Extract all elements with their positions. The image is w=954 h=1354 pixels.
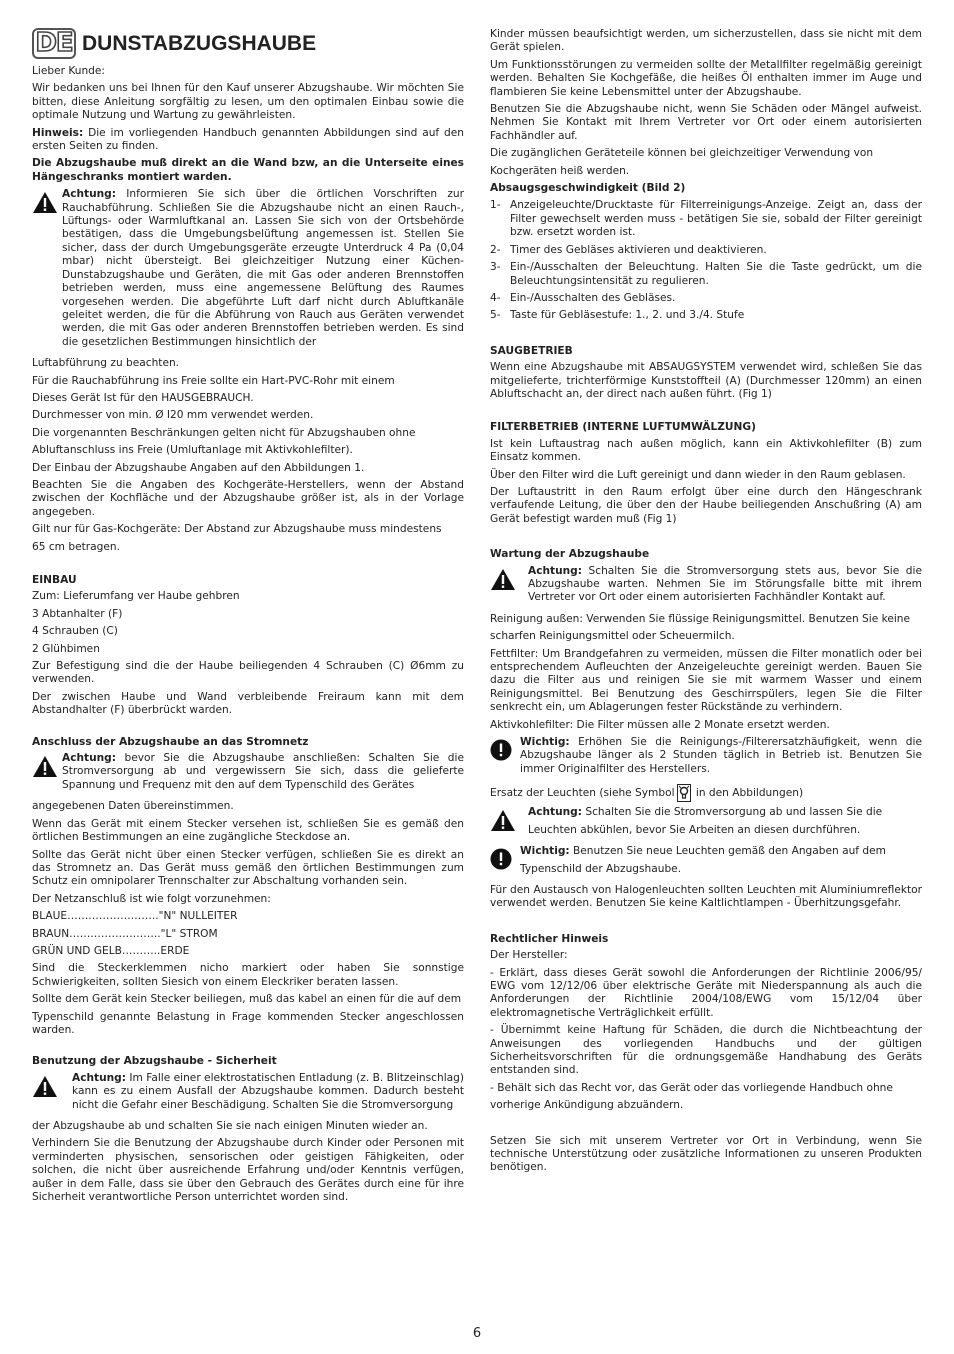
wichtig-cont: Typenschild der Abzugshaube. <box>520 862 682 875</box>
paragraph: Fettfilter: Um Brandgefahren zu vermeiden, müssen die Filter monatlich oder bei entsprechendem Aufleuchten der Anzeigeleuchte gereinigt werden. Bauen Sie dazu die Filter aus und reinigen Sie sie mit warmem Wasser und einem Reinigungsmittel. Bei Benutzung des Geschirrspülers, legen Sie die Filter senkrecht ein, um Ablagerungen fester Rückstände zu verhindern. <box>490 647 922 714</box>
paragraph: Für die Rauchabführung ins Freie sollte ein Hart-PVC-Rohr mit einem <box>32 374 395 387</box>
list-item: 5- Taste für Gebläsestufe: 1., 2. und 3./4. Stufe <box>490 309 745 322</box>
strom-heading: Anschluss der Abzugshaube an das Stromnetz <box>32 735 309 748</box>
lamp-icon <box>677 784 691 802</box>
warning-icon <box>32 1075 58 1098</box>
legal-heading: Rechtlicher Hinweis <box>490 932 609 945</box>
wichtig-text: Erhöhen Sie die Reinigungs-/Filterersatzhäufigkeit, wenn die Abzugshaube länger als 2 Stunden täglich in Betrieb ist. Benutzen Sie immer Originalfilter des Herstellers. <box>520 736 922 775</box>
paragraph: 65 cm betragen. <box>32 540 120 553</box>
paragraph: Typenschild genannte Belastung in Frage kommenden Stecker angeschlossen warden. <box>32 1010 464 1036</box>
achtung-text: bevor Sie die Abzugshaube anschließen: Schalten Sie die Stromversorgung ab und vergewissern Sie sich, dass die gelieferte Spannung und Frequenz mit den auf dem Typenschild des Gerätes <box>62 752 464 791</box>
list-item: 4- Ein-/Ausschalten des Gebläses. <box>490 291 676 304</box>
paragraph: Sollte das Gerät nicht über einen Stecker verfügen, schließen Sie es direkt an das Stromnetz an. Das Gerät muss gemäß den örtlichen Bestimmungen zum Schutz ein omnipolarer Trennschalter zur Abschaltung vorhanden sein. <box>32 848 464 888</box>
paragraph: Der Einbau der Abzugshaube Angaben auf den Abbildungen 1. <box>32 461 365 474</box>
paragraph: - Behält sich das Recht vor, das Gerät oder das vorliegende Handbuch ohne <box>490 1081 893 1094</box>
achtung-label: Achtung: <box>528 564 582 577</box>
achtung-notice-1 <box>32 188 464 353</box>
paragraph: Reinigung außen: Verwenden Sie flüssige Reinigungsmittel. Benutzen Sie keine <box>490 612 911 625</box>
achtung-notice-4 <box>490 565 922 609</box>
paragraph: Kochgeräten heiß werden. <box>490 164 630 177</box>
warning-icon <box>490 809 516 832</box>
speed-list <box>490 199 922 322</box>
achtung-text: Informieren Sie sich über die örtlichen Vorschriften zur Rauchabführung. Schließen Sie die Abzugshaube nicht an einen Rauch-, Lüftungs- oder Warmluftkanal an. Lassen Sie sich von der Ortsbehörde bestätigen, dass die Umgebungsbelüftung angemessen ist. Stellen Sie sicher, dass der durch Umgebungsgeräte erzeugte Unterdruck 4 Pa (0,04 mbar) nicht übersteigt. Bei gleichzeitiger Nutzung einer Küchen-Dunstabzugshaube und Geräten, die mit Gas oder anderen Brennstoffen betrieben werden, muss eine angemessene Belüftung des Raumes vorgesehen werden. Die abgeführte Luft darf nicht durch Abluftkanäle geleitet werden, die für die Abführung von Rauch aus Geräten verwendet werden, die mit Gas oder anderen Brennstoffen betrieben werden. Es sind die gesetzlichen Bestimmungen hinsichtlich der <box>62 188 464 348</box>
paragraph: vorherige Ankündigung abzuändern. <box>490 1099 684 1112</box>
list-item: 3- Ein-/Ausschalten der Beleuchtung. Halten Sie die Taste gedrückt, um die Beleuchtungsintensität zu regulieren. <box>490 261 922 287</box>
wire-brown: BRAUN…………………….."L" STROM <box>32 927 218 940</box>
paragraph: Aktivkohlefilter: Die Filter müssen alle 2 Monate ersetzt werden. <box>490 718 830 731</box>
paragraph: Die zugänglichen Geräteteile können bei gleichzeitiger Verwendung von <box>490 147 874 160</box>
paragraph: Abluftanschluss ins Freie (Umluftanlage mit Aktivkohlefilter). <box>32 444 353 457</box>
paragraph: Um Funktionsstörungen zu vermeiden sollte der Metallfilter regelmäßig gereinigt werden. Behalten Sie Kochgefäße, die heißes Öl enthalten immer im Auge und flambieren Sie keine Lebensmittel unter der Abzugshaube. <box>490 58 922 98</box>
wichtig-notice-1 <box>490 736 922 780</box>
title-text: DUNSTABZUGSHAUBE <box>82 31 317 55</box>
paragraph: Der Luftaustritt in den Raum erfolgt über eine durch den Hängeschrank verfaufende Leitung, die über den der Haube beiliegenden Anschußring (A) am Gerät befestigt warden muß (Fig 1) <box>490 485 922 525</box>
exclamation-icon <box>490 739 512 761</box>
achtung-label: Achtung: <box>62 188 116 201</box>
sicherheit-heading: Benutzung der Abzugshaube - Sicherheit <box>32 1055 277 1068</box>
einbau-item: 4 Schrauben (C) <box>32 625 118 638</box>
paragraph: Ist kein Luftaustrag nach außen möglich, kann ein Aktivkohlefilter (B) zum Einsatz kommen. <box>490 437 922 464</box>
paragraph: - Erklärt, dass dieses Gerät sowohl die Anforderungen der Richtlinie 2006/95/ EWG vom 12/12/06 über elektrische Geräte mit Niederspannung als auch die Anforderungen der Richtlinie 2004/108/EWG vom 15/12/04 über elektromagnetische Verträglichkeit erfüllt. <box>490 966 922 1019</box>
paragraph: Sind die Steckerklemmen nicho markiert oder haben Sie sonnstige Schwierigkeiten, sollten Siesich von einem Eleckriker beraten lassen. <box>32 962 464 988</box>
achtung-label: Achtung: <box>528 806 582 819</box>
paragraph: Verhindern Sie die Benutzung der Abzugshaube durch Kinder oder Personen mit verminderten physischen, sensorischen oder geistigen Fähigkeiten, oder solchen, die nicht über ausreichende Erfahrung und/oder Kenntnis verfügen, außer in dem Falle, dass sie über den Gebrauch des Gerätes durch eine für ihre Sicherheit verantwortliche Person unterrichtet worden sind. <box>32 1137 464 1204</box>
mount-note: Die Abzugshaube muß direkt an die Wand bzw, an die Unterseite eines Hängeschranks montiert warden. <box>32 157 464 183</box>
warning-icon <box>32 191 58 214</box>
saugbetrieb-heading: SAUGBETRIEB <box>490 344 573 357</box>
paragraph: Setzen Sie sich mit unserem Vertreter vor Ort in Verbindung, wenn Sie technische Unterstützung oder zusätzliche Informationen zu unseren Produkten benötigen. <box>490 1134 922 1174</box>
wichtig-label: Wichtig: <box>520 845 570 858</box>
list-item: 1- Anzeigeleuchte/Drucktaste für Filterreinigungs-Anzeige. Zeigt an, dass der Filter gewechselt werden muss - betätigen Sie sie, sobald der Filter gereinigt bzw. ersetzt worden ist. <box>490 199 922 239</box>
paragraph: Beachten Sie die Angaben des Kochgeräte-Herstellers, wenn der Abstand zwischen der Kochfläche und der Abzugshaube größer ist, als in der Vorlage angegeben. <box>32 478 464 518</box>
right-column <box>490 28 922 1179</box>
paragraph: der Abzugshaube ab und schalten Sie sie nach einigen Minuten wieder an. <box>32 1120 428 1132</box>
paragraph: - Übernimmt keine Haftung für Schäden, die durch die Nichtbeachtung der Anweisungen des vorliegenden Handbuchs und der gültigen Sicherheitsvorschriften für die ordnungsgemäße Handhabung des Geräts entstanden sind. <box>490 1024 922 1077</box>
page-number: 6 <box>472 1326 482 1341</box>
paragraph: scharfen Reinigungsmittel oder Scheuermilch. <box>490 630 735 643</box>
lamp-replacement: Ersatz der Leuchten (siehe Symbol in den Abbildungen) <box>490 784 922 802</box>
achtung-cont: Leuchten abkühlen, bevor Sie Arbeiten an diesen durchführen. <box>528 823 861 836</box>
einbau-item: Der zwischen Haube und Wand verbleibende Freiraum kann mit dem Abstandhalter (F) überbrückt warden. <box>32 690 464 717</box>
einbau-item: Zum: Lieferumfang ver Haube gehbren <box>32 590 240 603</box>
achtung-notice-3 <box>32 1072 464 1116</box>
paragraph: angegebenen Daten übereinstimmen. <box>32 800 234 813</box>
exclamation-icon <box>490 848 512 870</box>
language-badge: DE <box>32 28 76 59</box>
page-title <box>32 28 464 59</box>
paragraph: Wenn das Gerät mit einem Stecker versehen ist, schließen Sie es gemäß den örtlichen Bestimmungen an eine zugängliche Steckdose an. <box>32 817 464 844</box>
paragraph: Sollte dem Gerät kein Stecker beiliegen, muß das kabel an einen für die auf dem <box>32 993 462 1006</box>
achtung-notice-5 <box>490 806 922 841</box>
list-item: 2- Timer des Gebläses aktivieren und deaktivieren. <box>490 243 767 256</box>
hinweis-paragraph <box>32 127 464 154</box>
achtung-text: Im Falle einer elektrostatischen Entladung (z. B. Blitzeinschlag) kann es zu einem Ausfall der Abzugshaube kommen. Dadurch besteht nicht die Gefahr einer Beschädigung. Schalten Sie die Stromversorgung <box>72 1071 464 1111</box>
achtung-label: Achtung: <box>72 1071 126 1084</box>
einbau-heading: EINBAU <box>32 574 77 586</box>
wichtig-notice-2 <box>490 845 922 880</box>
paragraph: Benutzen Sie die Abzugshaube nicht, wenn Sie Schäden oder Mängel aufweist. Nehmen Sie Kontakt mit Ihrem Vertreter vor Ort oder einem autorisierten Fachhändler auf. <box>490 103 922 142</box>
hinweis-text: Die im vorliegenden Handbuch genannten Abbildungen sind auf den ersten Seiten zu finden. <box>32 126 464 153</box>
paragraph: Der Hersteller: <box>490 949 568 962</box>
paragraph: Für den Austausch von Halogenleuchten sollten Leuchten mit Aluminiumreflektor verwendet werden. Benutzen Sie keine Kaltlichtlampen - Überhitzungsgefahr. <box>490 883 922 910</box>
paragraph: Der Netzanschluß ist wie folgt vorzunehmen: <box>32 892 271 905</box>
paragraph: Über den Filter wird die Luft gereinigt und dann wieder in den Raum geblasen. <box>490 468 906 481</box>
wire-blue: BLAUE…………………….."N" NULLEITER <box>32 910 238 923</box>
wichtig-label: Wichtig: <box>520 736 570 749</box>
paragraph: Luftabführung zu beachten. <box>32 357 180 370</box>
einbau-item: 3 Abtanhalter (F) <box>32 607 123 620</box>
intro-paragraph: Wir bedanken uns bei Ihnen für den Kauf unserer Abzugshaube. Wir möchten Sie bitten, diese Anleitung sorgfältig zu lesen, um den optimalen Einbau sowie die optimale Nutzung und Wartung zu gewährleisten. <box>32 82 464 122</box>
paragraph: Gilt nur für Gas-Kochgeräte: Der Abstand zur Abzugshaube muss mindestens <box>32 523 442 536</box>
hinweis-label: Hinweis: <box>32 126 84 139</box>
paragraph: Wenn eine Abzugshaube mit ABSAUGSYSTEM verwendet wird, schleßen Sie das mitgelieferte, trichterförmige Kunststoffteil (A) (Durchmesser 120mm) an einen Abluftschacht an, der direct nach außen führt. (Fig 1) <box>490 361 922 400</box>
warning-icon <box>32 755 58 778</box>
filterbetrieb-heading: FILTERBETRIEB (INTERNE LUFTUMWÄLZUNG) <box>490 421 756 434</box>
warning-icon <box>490 568 516 591</box>
left-column <box>32 28 464 1208</box>
speed-heading: Absaugsgeschwindigkeit (Bild 2) <box>490 182 686 195</box>
wartung-heading: Wartung der Abzugshaube <box>490 548 650 561</box>
achtung-label: Achtung: <box>62 752 116 765</box>
achtung-text: Schalten Sie die Stromversorgung stets aus, bevor Sie die Abzugshaube warten. Nehmen Sie im Störungsfalle bitte mit ihrem Vertreter vor Ort oder einem autorisierten Fachhändler Kontakt auf. <box>528 564 922 604</box>
wire-green-yellow: GRÜN UND GELB………..ERDE <box>32 944 190 957</box>
achtung-text: Schalten Sie die Stromversorgung ab und lassen Sie die <box>582 806 883 819</box>
paragraph: Kinder müssen beaufsichtigt werden, um sicherzustellen, dass sie nicht mit dem Gerät spielen. <box>490 28 922 54</box>
achtung-notice-2 <box>32 752 464 796</box>
paragraph: Dieses Gerät Ist für den HAUSGEBRAUCH. <box>32 391 254 404</box>
einbau-item: Zur Befestigung sind die der Haube beiliegenden 4 Schrauben (C) Ø6mm zu verwenden. <box>32 660 464 686</box>
paragraph: Die vorgenannten Beschränkungen gelten nicht für Abzugshauben ohne <box>32 426 416 439</box>
einbau-item: 2 Glühbimen <box>32 642 100 655</box>
wichtig-text: Benutzen Sie neue Leuchten gemäß den Angaben auf dem <box>569 845 886 858</box>
paragraph: Durchmesser von min. Ø I20 mm verwendet werden. <box>32 409 314 422</box>
greeting: Lieber Kunde: <box>32 65 105 77</box>
